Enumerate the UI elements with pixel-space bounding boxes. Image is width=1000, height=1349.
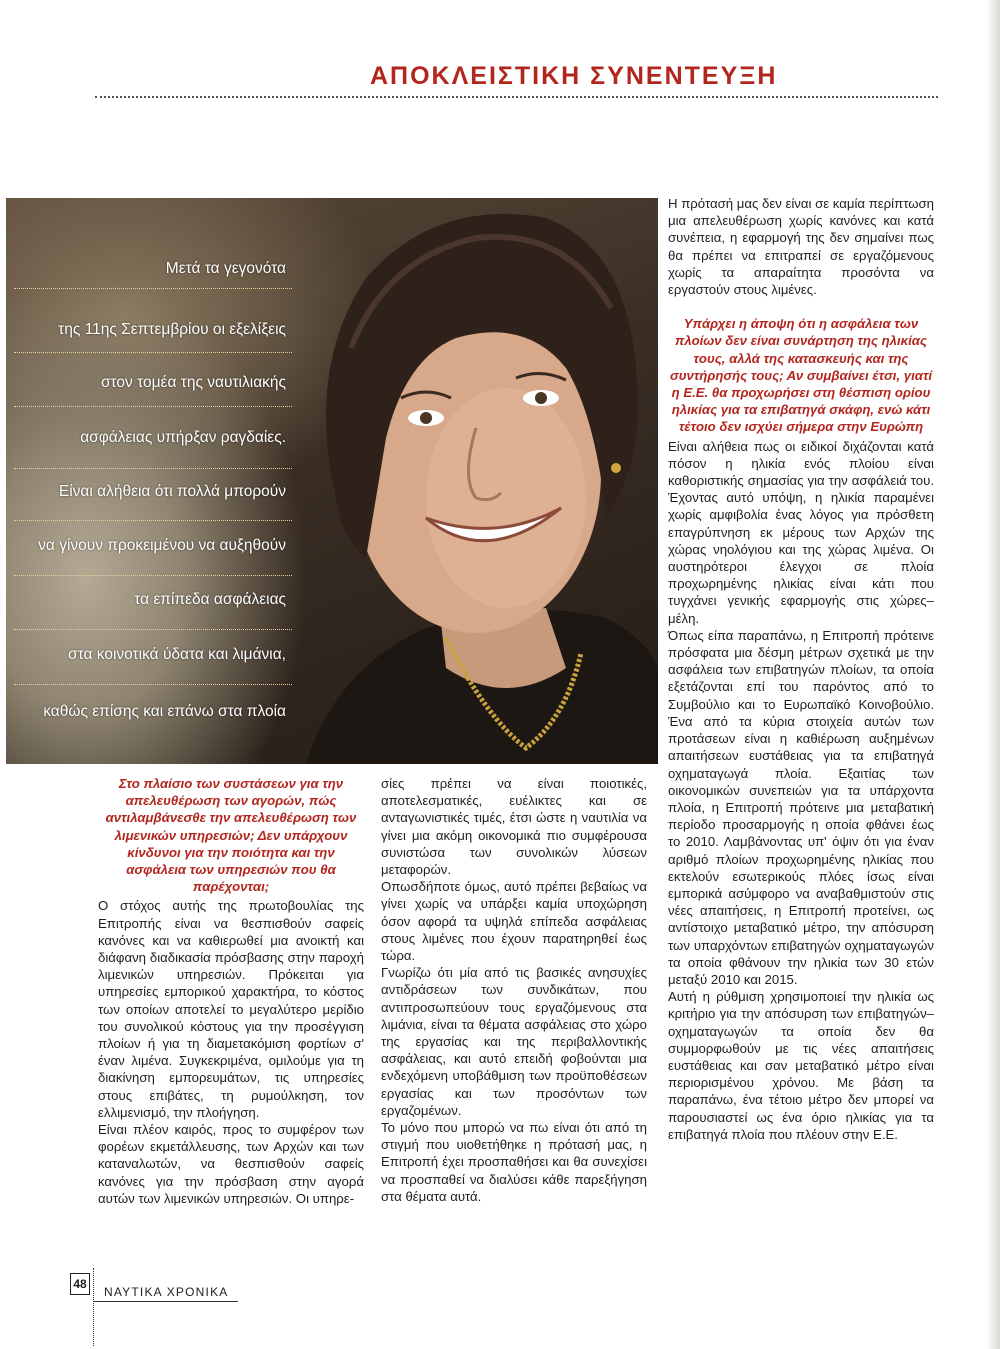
pull-quote-line: στον τομέα της ναυτιλιακής <box>100 374 286 391</box>
title-dotted-rule <box>95 96 938 98</box>
page-number: 48 <box>70 1273 90 1295</box>
pull-quote-line: Μετά τα γεγονότα <box>165 260 286 277</box>
portrait-photo <box>6 198 658 764</box>
answer-paragraph: Όπως είπα παραπάνω, η Επιτροπή πρότεινε πρόσφατα μια δέσμη μέτρων σχετικά με την ασφάλεια των επιβατηγών πλοίων, τα οποία εξετάζονται επί του παρόντος από το Συμβούλιο και το Ευρωπαϊκό Κοινοβούλιο. Ένα από τα κύρια στοιχεία αυτών των προτάσεων είναι η καθιέρωση αυξημένων απαιτήσεων ευστάθειας για τα επιβατηγά οχηματαγωγά πλοία. Εξαιτίας των οικονομικών συνεπειών για τα υπάρχοντα πλοία, η Επιτροπή πρότεινε μια μεταβατική περίοδο προσαρμογής η οποία φθάνει έως το 2010. Λαμβάνοντας υπ' όψιν ότι για έναν αριθμό πλοίων προχωρημένης ηλικίας που εκτελούν εσωτερικούς πλόες ίσως είναι εμπορικά ασύμφορο να αναβαθμιστούν στις νέες απαιτήσεις, η Επιτροπή προτείνει, ως αντίστοιχο μεταβατικό μέτρο, την απόσυρση των υπαρχόντων επιβατηγών οχηματαγωγών τα οποία φθάνουν την ηλικία των 30 ετών μεταξύ 2010 και 2015. <box>668 627 934 987</box>
quote-rule <box>14 288 292 289</box>
quote-rule <box>14 352 292 353</box>
pull-quote-line: στα κοινοτικά ύδατα και λιμάνια, <box>68 646 286 663</box>
answer-paragraph: σίες πρέπει να είναι ποιοτικές, αποτελεσματικές, ευέλικτες και σε ανταγωνιστικές τιμές, έτσι ώστε η ναυτιλία να γίνει μια ακόμη οικονομικά πιο συμφέρουσα συνιστώσα των συνολικών λύσεων μεταφορών. <box>381 776 647 878</box>
pull-quote-line: Είναι αλήθεια ότι πολλά μπορούν <box>58 483 286 500</box>
quote-rule <box>14 575 292 576</box>
article-column-1 <box>98 775 364 1207</box>
pull-quote-line: καθώς επίσης και επάνω στα πλοία <box>43 703 286 720</box>
answer-paragraph: Το μόνο που μπορώ να πω είναι ότι από τη στιγμή που υιοθετήθηκε η πρότασή μας, η Επιτροπή έχει προσπαθήσει και θα συνεχίσει να προσπαθεί να διαλύσει κάθε παρεξήγηση στα θέματα αυτά. <box>381 1120 647 1204</box>
footer-rule <box>94 1301 238 1302</box>
answer-paragraph: Είναι πλέον καιρός, προς το συμφέρον των φορέων εκμετάλλευσης, των Αρχών και των καταναλωτών, να θεσπισθούν σαφείς κανόνες για την πρόσβαση στην αγορά αυτών των λιμενικών υπηρεσιών. Οι υπηρε- <box>98 1122 364 1206</box>
footer-divider <box>93 1268 94 1346</box>
section-title: ΑΠΟΚΛΕΙΣΤΙΚΗ ΣΥΝΕΝΤΕΥΞΗ <box>370 62 778 90</box>
answer-paragraph: Αυτή η ρύθμιση χρησιμοποιεί την ηλικία ως κριτήριο για την απόσυρση των επιβατηγών–οχηματαγωγών τα οποία δεν θα συμμορφωθούν με τις νέες απαιτήσεις ευστάθειας και σαν μεταβατικό μέτρο είναι περιορισμένου χρόνου. Με βάση τα παραπάνω, ένα τέτοιο μέτρο δεν μπορεί να παρουσιαστεί ως ένα όριο ηλικίας για τα επιβατηγά πλοία που πλέουν στην Ε.Ε. <box>668 989 934 1142</box>
portrait-illustration <box>6 198 658 764</box>
article-column-2 <box>381 775 647 1205</box>
answer-paragraph: Οπωσδήποτε όμως, αυτό πρέπει βεβαίως να γίνει χωρίς να υπάρξει καμία υποχώρηση όσον αφορά τα υψηλά επίπεδα ασφάλειας στους λιμένες που έχουν παρατηρηθεί έως τώρα. <box>381 879 647 964</box>
article-column-3 <box>668 195 934 1143</box>
quote-rule <box>14 406 292 407</box>
pull-quote-line: τα επίπεδα ασφάλειας <box>134 591 286 608</box>
quote-rule <box>14 468 292 469</box>
interview-question: Υπάρχει η άποψη ότι η ασφάλεια των πλοίων δεν είναι συνάρτηση της ηλικίας τους, αλλά της κατασκευής και της συντήρησής τους; Αν συμβαίνει έτσι, γιατί η Ε.Ε. θα προχωρήσει στη θέσπιση ορίου ηλικίας για τα επιβατηγά σκάφη, ενώ κάτι τέτοιο δεν ισχύει σήμερα στην Ευρώπη <box>670 316 932 435</box>
quote-rule <box>14 684 292 685</box>
quote-rule <box>14 520 292 521</box>
pull-quote-line: ασφάλειας υπήρξαν ραγδαίες. <box>80 429 286 446</box>
answer-paragraph: Η πρότασή μας δεν είναι σε καμία περίπτωση μια απελευθέρωση χωρίς κανόνες και κατά συνέπεια, η εφαρμογή της δεν σημαίνει πως θα πρέπει να επιτραπεί σε εργαζόμενους χωρίς τα απαραίτητα προσόντα να εργαστούν στους λιμένες. <box>668 196 934 298</box>
answer-paragraph: Γνωρίζω ότι μία από τις βασικές ανησυχίες αντιδράσεων των συνδικάτων, που αντιπροσωπεύουν τους εργαζόμενους στα λιμάνια, είναι τα θέματα ασφάλειας στο χώρο της εργασίας και της περιβαλλοντικής ασφάλειας, και αυτό επειδή φοβούνται μια ενδεχόμενη υποβάθμιση των προϋποθέσεων εργασίας και των προσόντων των εργαζομένων. <box>381 965 647 1118</box>
pull-quote-line: να γίνουν προκειμένου να αυξηθούν <box>38 537 286 554</box>
page-edge-shadow <box>986 0 1000 1349</box>
answer-paragraph: Είναι αλήθεια πως οι ειδικοί διχάζονται κατά πόσον η ηλικία ενός πλοίου είναι καθοριστικής σημασίας για την ασφάλειά του. Έχοντας αυτό υπόψη, η ηλικία παραμένει χωρίς αμφιβολία ένας λόγος για πρόσθετη επαγρύπνηση εκ μέρους των Αρχών της χώρας νηολόγιου και της χώρας λιμένα. Οι αυστηρότεροι έλεγχοι σε πλοία προχωρημένης ηλικίας είναι κάτι που τυγχάνει γενικής εφαρμογής στις χώρες–μέλη. <box>668 438 934 626</box>
pull-quote-line: της 11ης Σεπτεμβρίου οι εξελίξεις <box>58 321 286 338</box>
magazine-name: ΝΑΥΤΙΚΑ ΧΡΟΝΙΚΑ <box>104 1285 229 1299</box>
answer-paragraph: Ο στόχος αυτής της πρωτοβουλίας της Επιτροπής είναι να θεσπισθούν σαφείς κανόνες και να καθιερωθεί μια ανοικτή και διάφανη διαδικασία πρόσβασης στην παροχή λιμενικών υπηρεσιών. Πρόκειται για υπηρεσίες εμπορικού χαρακτήρα, το κόστος των οποίων αποτελεί το μεγαλύτερο μερίδιο του συνολικού κόστους για την προσέγγιση πλοίων ή για τη διαμετακόμιση φορτίων σ' έναν λιμένα. Συγκεκριμένα, ομιλούμε για τη διακίνηση εμπορευμάτων, τις υπηρεσίες στους επιβάτες, τη ρυμούλκηση, τον ελλιμενισμό, την πλοήγηση. <box>98 898 364 1120</box>
quote-rule <box>14 629 292 630</box>
interview-question: Στο πλαίσιο των συστάσεων για την απελευθέρωση των αγορών, πώς αντιλαμβάνεσθε την απελευθέρωση των λιμενικών υπηρεσιών; Δεν υπάρχουν κίνδυνοι για την ποιότητα και την ασφάλεια των υπηρεσιών που θα παρέχονται; <box>105 776 357 895</box>
